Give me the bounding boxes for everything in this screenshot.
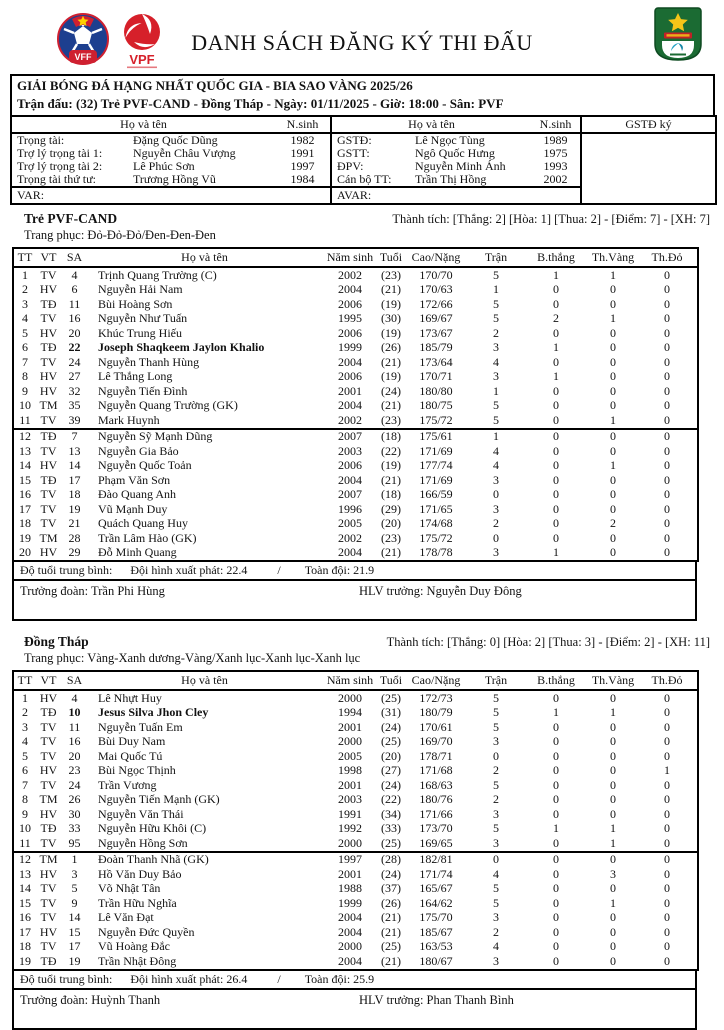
- avg-label: Độ tuổi trung bình:: [20, 563, 113, 577]
- player-row: 18 TV 21 Quách Quang Huy 2005 (20) 174/68 2 0 2 0: [19, 516, 670, 530]
- player-row: 9 HV 32 Nguyễn Tiến Đình 2001 (24) 180/80 1 0 0 0: [22, 383, 670, 398]
- player-row: 5 HV 20 Khúc Trung Hiếu 2006 (19) 173/67 2 0 0 0: [22, 325, 670, 340]
- player-row: 7 TV 24 Nguyễn Thanh Hùng 2004 (21) 173/64 4 0 0 0: [22, 354, 670, 369]
- team2-name: Đồng Tháp: [24, 634, 89, 649]
- official-row: Trọng tài: Đặng Quốc Dũng 1982 GSTĐ: Lê Ngọc Tùng 1989: [11, 133, 716, 147]
- team1-kit: Trang phục: Đỏ-Đỏ-Đỏ/Đen-Đen-Đen: [24, 228, 216, 242]
- team1-coach: HLV trưởng: Nguyễn Duy Đông: [359, 584, 522, 598]
- player-row: 8 TM 26 Nguyễn Tiến Mạnh (GK) 2003 (22) 180/76 2 0 0 0: [22, 792, 670, 806]
- team2-coach: HLV trưởng: Phan Thanh Bình: [359, 992, 514, 1007]
- avg-separator: /: [277, 563, 281, 577]
- player-row: 17 TV 19 Vũ Mạnh Duy 1996 (29) 171/65 3 0 0 0: [19, 501, 670, 516]
- official-row: Trọng tài thứ tư: Trương Hồng Vũ 1984 Cán bộ TT: Trần Thị Hồng 2002: [11, 173, 716, 187]
- officials-header-row: [11, 116, 716, 133]
- player-row: 7 TV 24 Trần Vương 2001 (24) 168/63 5 0 0 0: [22, 777, 670, 792]
- player-row: 3 TĐ 11 Bùi Hoàng Sơn 2006 (19) 172/66 5 0 0 0: [22, 296, 670, 311]
- avg-starting: Đội hình xuất phát: 26.4: [130, 971, 248, 986]
- tournament-badge-icon: [654, 5, 702, 68]
- col-referee-sign: GSTĐ ký: [581, 116, 716, 133]
- player-row: 6 TĐ 22 Joseph Shaqkeem Jaylon Khalio 1999 (26) 185/79 3 1 0 0: [22, 340, 670, 354]
- player-row: 17 HV 15 Nguyễn Đức Quyền 2004 (21) 185/67 2 0 0 0: [19, 924, 670, 939]
- match-info: Trận đấu: (32) Trẻ PVF-CAND - Đồng Tháp - Ngày: 01/11/2025 - Giờ: 18:00 - Sân: PVF: [17, 96, 504, 111]
- player-row: 11 TV 39 Mark Huynh 2002 (23) 175/72 5 0 1 0: [19, 412, 670, 427]
- player-row: 5 TV 20 Mai Quốc Tú 2005 (20) 178/71 0 0 0 0: [22, 748, 670, 763]
- player-row: 2 HV 6 Nguyễn Hải Nam 2004 (21) 170/63 1 0 0 0: [22, 282, 670, 296]
- avg-starting: Đội hình xuất phát: 22.4: [130, 563, 248, 577]
- team1-staff: [12, 581, 697, 621]
- player-row: 14 HV 14 Nguyễn Quốc Toản 2006 (19) 177/74 4 0 1 0: [19, 458, 670, 472]
- roster-header-row: TT VT SA Họ và tên Năm sinh Tuổi Cao/Nặng Trận B.thắng Th.Vàng Th.Đỏ: [13, 248, 698, 267]
- player-row: 16 TV 18 Đào Quang Anh 2007 (18) 166/59 0 0 0 0: [19, 487, 670, 501]
- page-header: [0, 0, 724, 74]
- player-row: 1 HV 4 Lê Nhựt Huy 2000 (25) 172/73 5 0 0 0: [22, 690, 670, 705]
- svg-text:VFF: VFF: [74, 52, 92, 62]
- roster-header-row: TT VT SA Họ và tên Năm sinh Tuổi Cao/Nặng Trận B.thắng Th.Vàng Th.Đỏ: [13, 671, 698, 690]
- avar-label: AVAR:: [331, 187, 581, 204]
- player-row: 16 TV 14 Lê Văn Đạt 2004 (21) 175/70 3 0 0 0: [19, 910, 670, 924]
- var-label: VAR:: [11, 187, 331, 204]
- tournament-name: GIẢI BÓNG ĐÁ HẠNG NHẤT QUỐC GIA - BIA SAO VÀNG 2025/26: [17, 78, 413, 93]
- tournament-box: [10, 74, 715, 117]
- page-title: DANH SÁCH ĐĂNG KÝ THI ĐẤU: [191, 30, 533, 55]
- var-row: [11, 187, 716, 204]
- player-row: 10 TM 35 Nguyễn Quang Trường (GK) 2004 (21) 180/75 5 0 0 0: [19, 398, 670, 412]
- player-row: 3 TV 11 Nguyễn Tuấn Em 2001 (24) 170/61 5 0 0 0: [22, 719, 670, 734]
- team2-average-age: [12, 971, 697, 990]
- player-row: 14 TV 5 Võ Nhật Tân 1988 (37) 165/67 5 0 0 0: [19, 881, 670, 895]
- player-row: 8 HV 27 Lê Thắng Long 2006 (19) 170/71 3 1 0 0: [22, 369, 670, 383]
- team2-roster-table: [12, 670, 699, 971]
- avg-total: Toàn đội: 25.9: [304, 971, 375, 986]
- col-name-right: Họ và tên: [331, 116, 531, 133]
- player-row: 9 HV 30 Nguyễn Văn Thái 1991 (34) 171/66 3 0 0 0: [22, 806, 670, 821]
- team1-roster-table: [12, 247, 699, 562]
- player-row: 15 TV 9 Trần Hữu Nghĩa 1999 (26) 164/62 5 0 1 0: [19, 895, 670, 910]
- player-row: 18 TV 17 Vũ Hoàng Đắc 2000 (25) 163/53 4 0 0 0: [19, 939, 670, 953]
- team2-record: Thành tích: [Thắng: 0] [Hòa: 2] [Thua: 3] - [Điểm: 2] - [XH: 11]: [386, 635, 710, 649]
- player-row: 20 HV 29 Đỗ Minh Quang 2004 (21) 178/78 3 1 0 0: [19, 545, 670, 559]
- col-birth-right: N.sinh: [531, 116, 581, 133]
- avg-label: Độ tuổi trung bình:: [20, 971, 113, 986]
- team1-average-age: [12, 562, 697, 581]
- team1-manager: Trưởng đoàn: Trần Phi Hùng: [20, 584, 165, 598]
- svg-text:VPF: VPF: [129, 52, 155, 67]
- player-row: 1 TV 4 Trịnh Quang Trường (C) 2002 (23) 170/70 5 1 1 0: [22, 267, 670, 282]
- col-birth-left: N.sinh: [275, 116, 331, 133]
- team2-heading: [24, 634, 710, 650]
- official-row: Trợ lý trọng tài 1: Nguyễn Châu Vượng 1991 GSTT: Ngô Quốc Hưng 1975: [11, 147, 716, 160]
- official-row: Trợ lý trọng tài 2: Lê Phúc Sơn 1997 ĐPV: Nguyễn Minh Ánh 1993: [11, 160, 716, 173]
- player-row: 12 TM 1 Đoàn Thanh Nhã (GK) 1997 (28) 182/81 0 0 0 0: [13, 852, 698, 868]
- player-row: 19 TĐ 19 Trần Nhật Đông 2004 (21) 180/67 3 0 0 0: [19, 953, 670, 968]
- player-row: 13 HV 3 Hồ Văn Duy Bảo 2001 (24) 171/74 4 0 3 0: [19, 866, 670, 881]
- officials-table: [10, 115, 717, 205]
- avg-total: Toàn đội: 21.9: [304, 563, 375, 577]
- team2-kit: Trang phục: Vàng-Xanh dương-Vàng/Xanh lục-Xanh lục-Xanh lục: [24, 651, 361, 665]
- player-row: 13 TV 13 Nguyễn Gia Bảo 2003 (22) 171/69 4 0 0 0: [19, 443, 670, 458]
- team1-record: Thành tích: [Thắng: 2] [Hòa: 1] [Thua: 2] - [Điểm: 7] - [XH: 7]: [392, 212, 710, 226]
- player-row: 6 HV 23 Bùi Ngọc Thịnh 1998 (27) 171/68 2 0 0 1: [22, 763, 670, 777]
- team2-manager: Trưởng đoàn: Huỳnh Thanh: [20, 992, 161, 1007]
- team1-name: Trẻ PVF-CAND: [24, 211, 118, 226]
- col-name-left: Họ và tên: [11, 116, 275, 133]
- player-row: 4 TV 16 Nguyễn Như Tuấn 1995 (30) 169/67 5 2 1 0: [22, 311, 670, 325]
- avg-separator: /: [277, 971, 281, 986]
- player-row: 15 TĐ 17 Phạm Văn Sơn 2004 (21) 171/69 3 0 0 0: [19, 472, 670, 487]
- team1-heading: [24, 211, 710, 227]
- player-row: 2 TĐ 10 Jesus Silva Jhon Cley 1994 (31) 180/79 5 1 1 0: [22, 705, 670, 719]
- player-row: 4 TV 16 Bùi Duy Nam 2000 (25) 169/70 3 0 0 0: [22, 734, 670, 748]
- player-row: 19 TM 28 Trần Lâm Hào (GK) 2002 (23) 175/72 0 0 0 0: [19, 530, 670, 545]
- player-row: 10 TĐ 33 Nguyễn Hữu Khôi (C) 1992 (33) 173/70 5 1 1 0: [19, 821, 670, 835]
- player-row: 11 TV 95 Nguyễn Hồng Sơn 2000 (25) 169/65 3 0 1 0: [19, 835, 670, 850]
- sign-cell: [581, 187, 716, 204]
- player-row: 12 TĐ 7 Nguyễn Sỹ Mạnh Dũng 2007 (18) 175/61 1 0 0 0: [13, 429, 698, 445]
